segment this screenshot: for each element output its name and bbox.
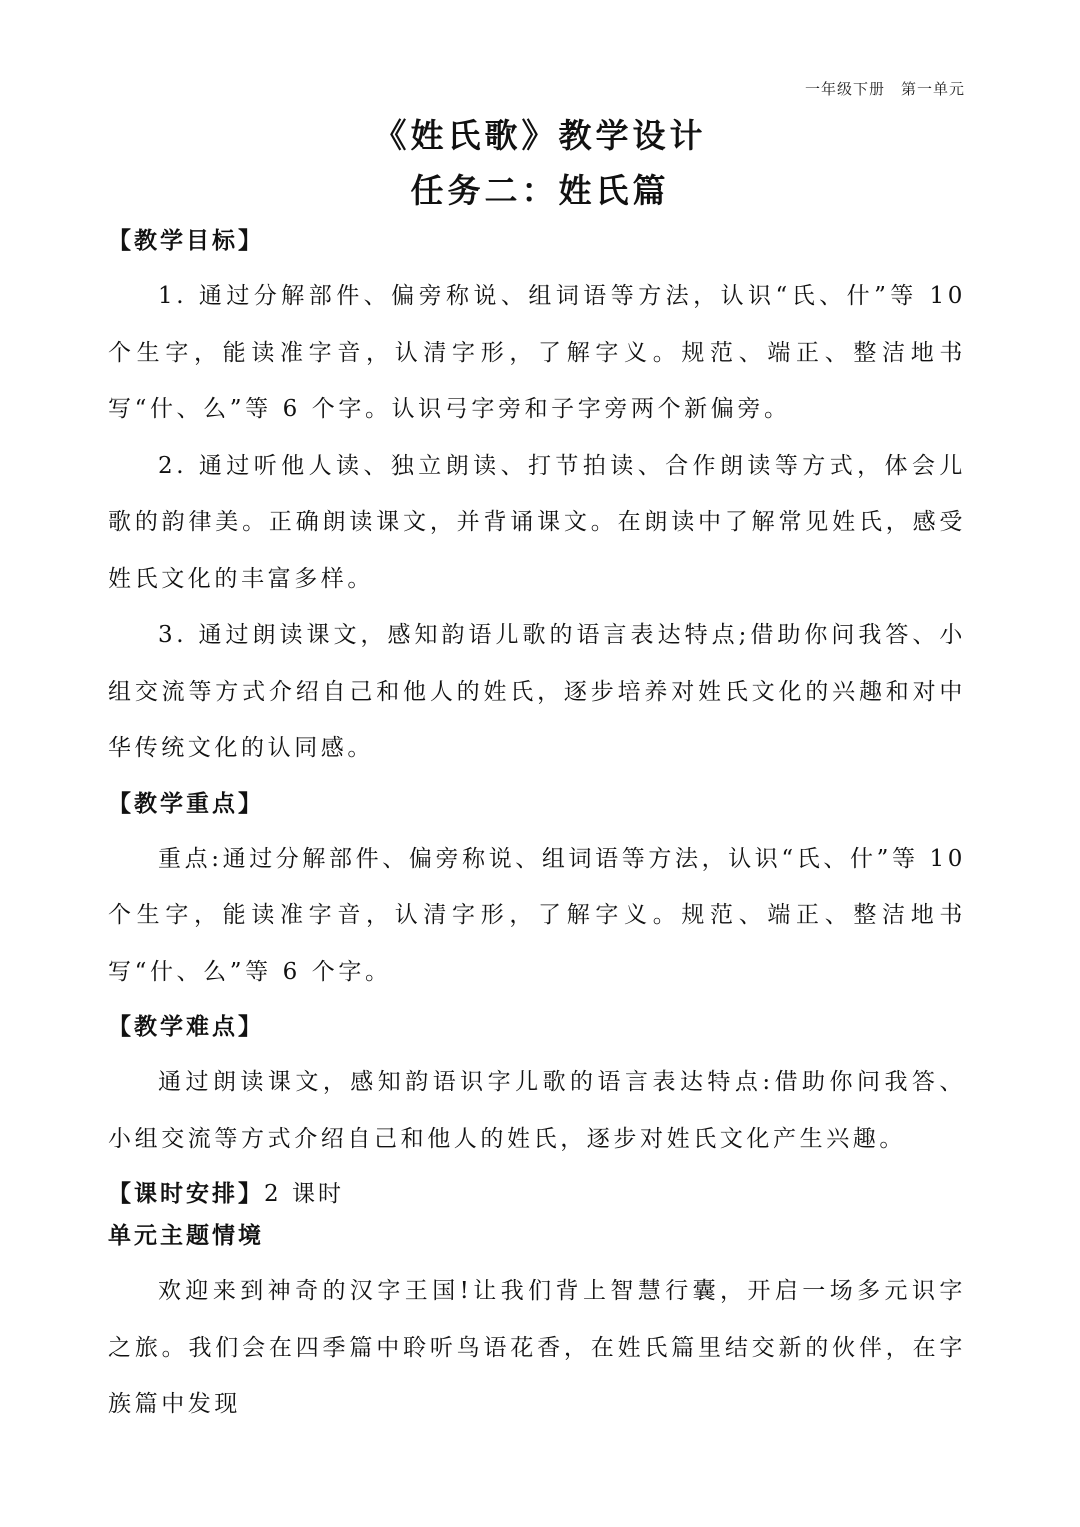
section-heading-schedule: 【课时安排】 bbox=[108, 1180, 264, 1207]
schedule-line bbox=[108, 1179, 966, 1209]
goal-item-1: 1. 通过分解部件、偏旁称说、组词语等方法，认识“氏、什”等 10 个生字，能读准字音，认清字形，了解字义。规范、端正、整洁地书写“什、么”等 6 个字。认识弓字旁和子字旁两个新偏旁。 bbox=[108, 283, 966, 422]
page-title: 《姓氏歌》教学设计 bbox=[373, 116, 707, 155]
goal-item-2: 2. 通过听他人读、独立朗读、打节拍读、合作朗读等方式，体会儿歌的韵律美。正确朗读课文，并背诵课文。在朗读中了解常见姓氏，感受姓氏文化的丰富多样。 bbox=[108, 452, 966, 592]
goal-item-3: 3. 通过朗读课文，感知韵语儿歌的语言表达特点;借助你问我答、小组交流等方式介绍自己和他人的姓氏，逐步培养对姓氏文化的兴趣和对中华传统文化的认同感。 bbox=[108, 622, 966, 761]
document-body bbox=[108, 222, 966, 1433]
schedule-value: 2 课时 bbox=[264, 1181, 344, 1207]
theme-text: 欢迎来到神奇的汉字王国!让我们背上智慧行囊，开启一场多元识字之旅。我们会在四季篇中聆听鸟语花香，在姓氏篇里结交新的伙伴，在字族篇中发现 bbox=[108, 1278, 966, 1417]
page-subtitle: 任务二：姓氏篇 bbox=[410, 171, 670, 210]
key-points-text: 重点:通过分解部件、偏旁称说、组词语等方法，认识“氏、什”等 10 个生字，能读准字音，认清字形，了解字义。规范、端正、整洁地书写“什、么”等 6 个字。 bbox=[108, 845, 966, 985]
section-heading-difficulties: 【教学难点】 bbox=[108, 1013, 264, 1040]
difficulties-text: 通过朗读课文，感知韵语识字儿歌的语言表达特点:借助你问我答、小组交流等方式介绍自己和他人的姓氏，逐步对姓氏文化产生兴趣。 bbox=[108, 1069, 966, 1152]
section-heading-key-points: 【教学重点】 bbox=[108, 789, 264, 817]
section-heading-goals: 【教学目标】 bbox=[108, 227, 264, 254]
section-heading-theme: 单元主题情境 bbox=[108, 1222, 264, 1249]
unit-header-label: 一年级下册 第一单元 bbox=[804, 80, 965, 98]
